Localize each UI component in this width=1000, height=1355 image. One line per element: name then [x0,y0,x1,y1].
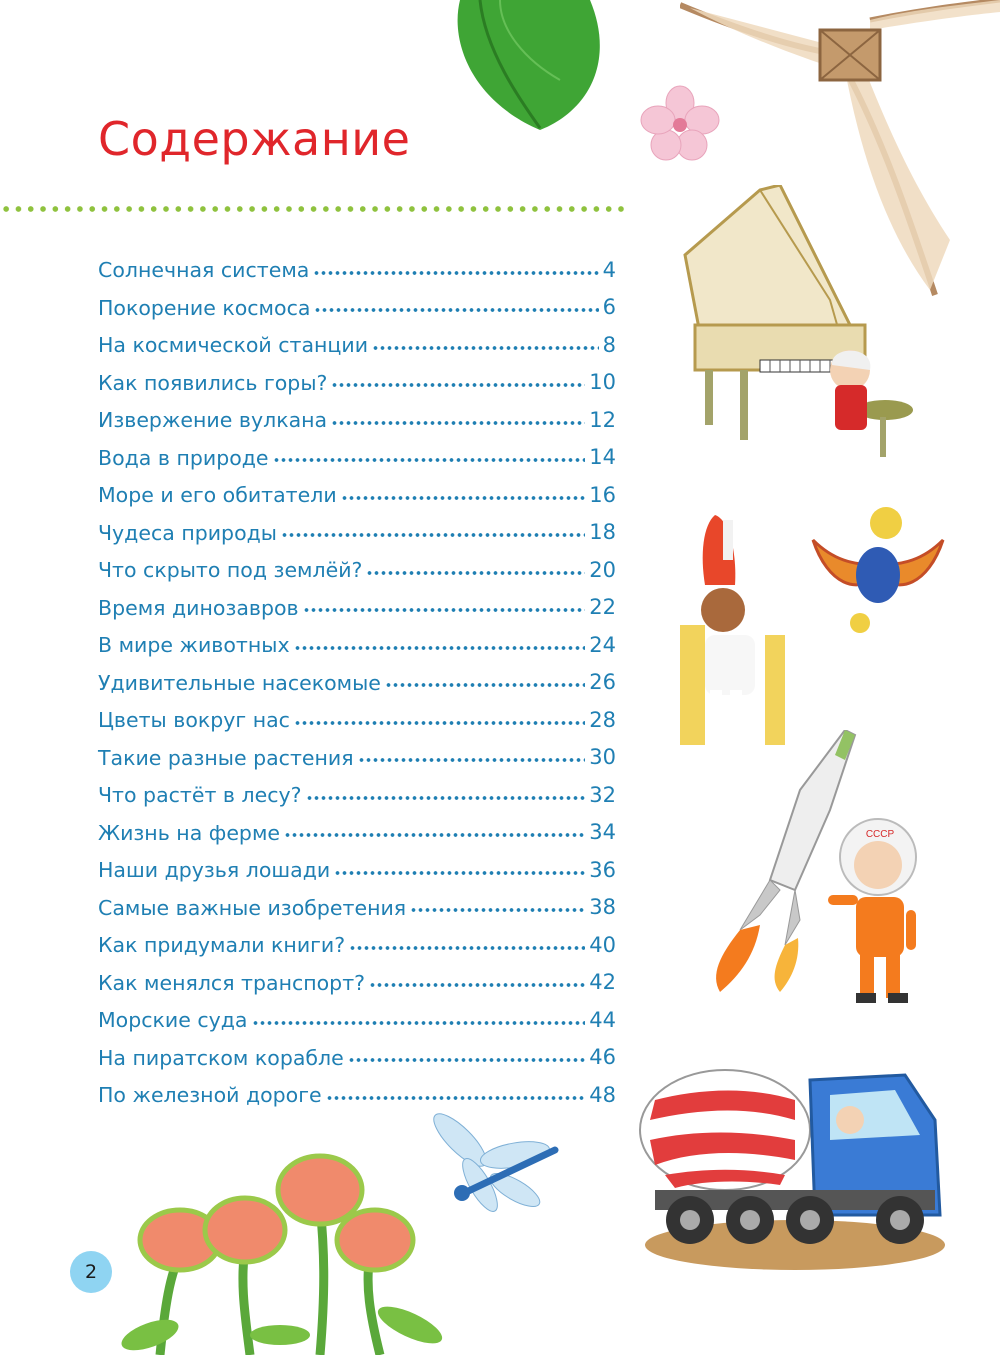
toc-dot-leader [273,457,586,463]
toc-entry-page: 36 [589,857,616,882]
toc-entry-page: 24 [589,632,616,657]
toc-entry-page: 18 [589,520,616,544]
toc-entry-title: Покорение космоса [98,295,311,320]
toc-dot-leader [331,382,585,388]
toc-entry-title: Что растёт в лесу? [98,783,302,807]
toc-entry-page: 16 [589,482,616,507]
toc-entry[interactable] [98,881,616,919]
toc-entry[interactable] [98,393,616,431]
toc-dot-leader [326,1095,586,1101]
toc-entry-page: 46 [589,1045,616,1069]
toc-entry-title: Чудеса природы [98,520,277,545]
mixer-truck-illustration [635,1040,950,1270]
toc-entry-title: Самые важные изобретения [98,895,407,920]
toc-entry[interactable] [98,1068,616,1106]
toc-entry[interactable] [98,468,616,506]
toc-entry[interactable] [98,543,616,581]
toc-dot-leader [294,645,586,651]
table-of-contents [98,243,616,1106]
toc-dot-leader [369,982,585,988]
toc-dot-leader [281,532,585,538]
toc-entry[interactable] [98,243,616,281]
toc-entry[interactable] [98,768,616,806]
toc-dot-leader [306,795,586,801]
toc-entry-page: 30 [589,745,616,769]
toc-dot-leader [385,682,585,688]
toc-entry[interactable] [98,1031,616,1069]
toc-entry-title: Такие разные растения [98,745,354,770]
toc-entry[interactable] [98,656,616,694]
toc-entry-page: 42 [589,970,616,994]
toc-dot-leader [334,870,585,876]
toc-entry-title: Как придумали книги? [98,933,346,957]
toc-entry[interactable] [98,918,616,956]
astronaut-helmet-label: СССР [865,829,895,840]
toc-dot-leader [410,907,585,913]
toc-entry-title: По железной дороге [98,1083,322,1107]
toc-entry-page: 32 [589,782,616,807]
toc-entry-title: Извержение вулкана [98,408,328,432]
toc-entry-page: 26 [589,670,616,694]
toc-entry-page: 48 [589,1082,616,1107]
toc-dot-leader [284,832,585,838]
toc-entry[interactable] [98,281,616,319]
toc-dot-leader [349,945,585,951]
toc-entry[interactable] [98,431,616,469]
toc-entry-page: 40 [589,932,616,957]
toc-entry-page: 8 [602,332,616,357]
toc-entry-title: Как менялся транспорт? [98,970,366,995]
toc-dot-leader [314,307,598,313]
toc-dot-leader [331,420,585,426]
toc-entry-title: Цветы вокруг нас [98,708,290,732]
toc-dot-leader [294,720,585,726]
toc-entry-title: На пиратском корабле [98,1045,344,1070]
toc-dot-leader [341,495,586,501]
toc-dot-leader [372,345,599,351]
toc-entry[interactable] [98,318,616,356]
toc-entry-page: 38 [589,895,616,919]
toc-dot-leader [252,1020,586,1026]
toc-entry-title: Что скрыто под землёй? [98,558,363,582]
toc-entry-page: 20 [589,557,616,582]
toc-entry-title: На космической станции [98,333,369,357]
toc-entry[interactable] [98,618,616,656]
dotted-divider [0,205,630,213]
toc-dot-leader [348,1057,585,1063]
toc-dot-leader [313,270,598,276]
flytrap-illustration [120,1145,450,1355]
toc-entry[interactable] [98,581,616,619]
toc-entry-title: В мире животных [98,633,290,657]
page-number-badge: 2 [70,1251,112,1293]
toc-entry-page: 10 [589,370,616,394]
toc-entry[interactable] [98,956,616,994]
toc-entry-page: 44 [589,1007,616,1032]
page-title: Содержание [98,112,411,166]
toc-entry-title: Время динозавров [98,595,299,620]
astronaut-illustration [828,815,938,1010]
toc-entry-title: Жизнь на ферме [98,820,281,845]
toc-entry[interactable] [98,806,616,844]
toc-entry-page: 34 [589,820,616,844]
toc-entry-page: 28 [589,707,616,732]
toc-dot-leader [366,570,585,576]
toc-entry[interactable] [98,843,616,881]
leaf-illustration [440,0,620,135]
toc-entry[interactable] [98,693,616,731]
harpsichord-illustration [680,185,920,470]
toc-dot-leader [303,607,586,613]
toc-dot-leader [358,757,586,763]
toc-entry-title: Наши друзья лошади [98,858,331,882]
pharaoh-illustration [675,515,805,745]
toc-entry-page: 22 [589,595,616,619]
scarab-illustration [808,505,948,635]
toc-entry-title: Удивительные насекомые [98,670,381,695]
toc-entry-title: Море и его обитатели [98,483,337,507]
toc-entry[interactable] [98,993,616,1031]
toc-entry[interactable] [98,731,616,769]
toc-entry-title: Как появились горы? [98,370,328,395]
toc-entry-title: Морские суда [98,1008,248,1032]
toc-entry-page: 4 [602,257,616,282]
toc-entry-page: 6 [602,295,616,319]
toc-entry-title: Солнечная система [98,258,310,282]
toc-entry-title: Вода в природе [98,445,269,470]
toc-entry-page: 12 [589,407,616,432]
toc-entry[interactable] [98,356,616,394]
toc-entry-page: 14 [589,445,616,469]
toc-entry[interactable] [98,506,616,544]
